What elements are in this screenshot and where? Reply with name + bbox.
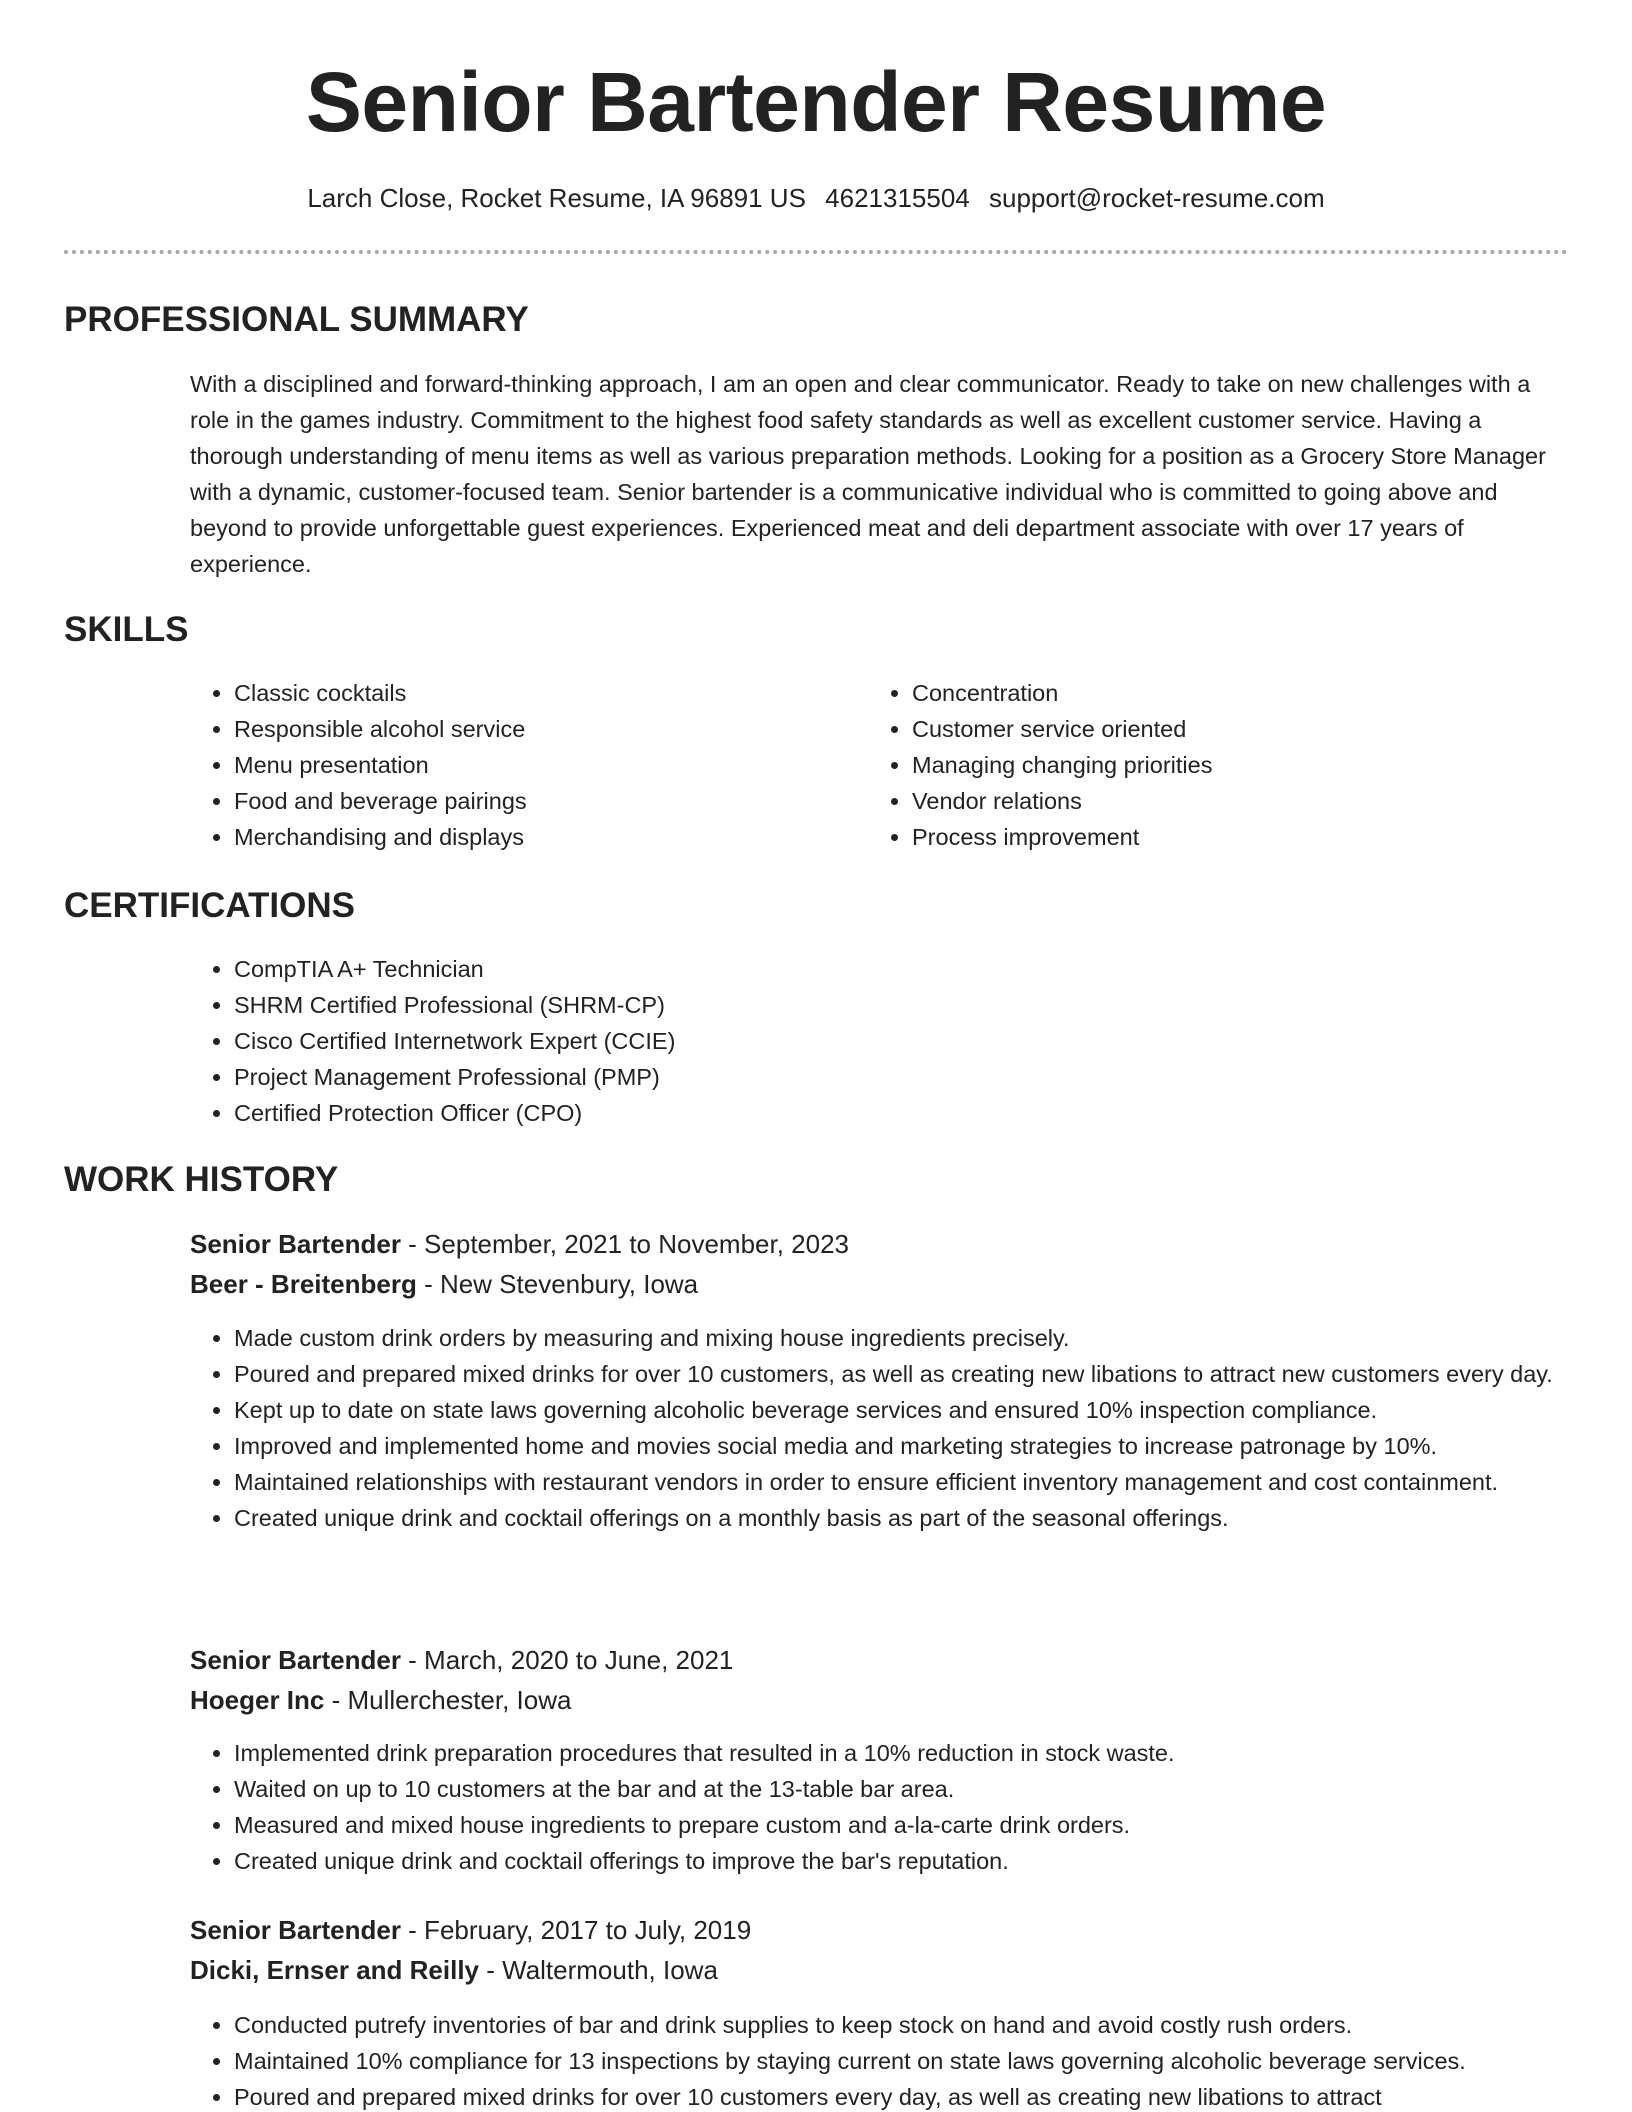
job-bullets (190, 1735, 1574, 1879)
contact-email[interactable]: support@rocket-resume.com (989, 183, 1325, 213)
job-company: Dicki, Ernser and Reilly (190, 1955, 480, 1985)
job-bullets (190, 2007, 1594, 2112)
job-dates: - February, 2017 to July, 2019 (400, 1915, 752, 1945)
job-role: Senior Bartender (190, 1645, 401, 1675)
job-company: Hoeger Inc (190, 1685, 325, 1715)
certifications-list (190, 951, 1334, 1131)
skills-list-right (868, 675, 1512, 855)
list-item: • Project Management Professional (PMP) (234, 1059, 1334, 1095)
work-history-heading: WORK HISTORY (64, 1160, 339, 1199)
job-dates: - March, 2020 to June, 2021 (400, 1645, 734, 1675)
list-item: • Concentration (912, 675, 1512, 711)
list-item: • Improved and implemented home and movies social media and marketing strategies to increase patronage by 10%. (234, 1428, 1574, 1464)
certifications-heading: CERTIFICATIONS (64, 886, 356, 925)
job-company-line (190, 1266, 698, 1302)
contact-address: Larch Close, Rocket Resume, IA 96891 US (307, 183, 806, 213)
list-item: • CompTIA A+ Technician (234, 951, 1334, 987)
job-location: - Waltermouth, Iowa (479, 1955, 718, 1985)
job-dates: - September, 2021 to November, 2023 (400, 1229, 850, 1259)
list-item: • Merchandising and displays (234, 819, 834, 855)
contact-phone: 4621315504 (825, 183, 970, 213)
list-item: • Poured and prepared mixed drinks for over 10 customers every day, as well as creating new libations to attract (234, 2079, 1594, 2112)
skills-list-left (190, 675, 834, 855)
list-item: • Customer service oriented (912, 711, 1512, 747)
job-company-line (190, 1952, 718, 1988)
job-bullets (190, 1320, 1574, 1536)
resume-title: Senior Bartender Resume (305, 55, 1327, 149)
summary-text: With a disciplined and forward-thinking approach, I am an open and clear communicator. Ready to take on new challenges with a role in the games industry. Commitment to the highest food safety standards as well as excellent customer service. Having a thorough understanding of menu items as well as various preparation methods. Looking for a position as a Grocery Store Manager with a dynamic, customer-focused team. Senior bartender is a communicative individual who is committed to going above and beyond to provide unforgettable guest experiences. Experienced meat and deli department associate with over 17 years of experience. (190, 371, 1546, 577)
summary-heading: PROFESSIONAL SUMMARY (64, 300, 529, 339)
list-item: • Implemented drink preparation procedures that resulted in a 10% reduction in stock waste. (234, 1735, 1574, 1771)
list-item: • Maintained 10% compliance for 13 inspections by staying current on state laws governing alcoholic beverage services. (234, 2043, 1594, 2079)
list-item: • Cisco Certified Internetwork Expert (CCIE) (234, 1023, 1334, 1059)
list-item: • SHRM Certified Professional (SHRM-CP) (234, 987, 1334, 1023)
list-item: • Responsible alcohol service (234, 711, 834, 747)
job-role: Senior Bartender (190, 1229, 401, 1259)
contact-line (0, 180, 1632, 216)
list-item: • Made custom drink orders by measuring and mixing house ingredients precisely. (234, 1320, 1574, 1356)
list-item: • Classic cocktails (234, 675, 834, 711)
list-item: • Vendor relations (912, 783, 1512, 819)
job-company: Beer - Breitenberg (190, 1269, 417, 1299)
list-item: • Menu presentation (234, 747, 834, 783)
job-location: - New Stevenbury, Iowa (416, 1269, 699, 1299)
job-company-line (190, 1682, 571, 1718)
skills-heading: SKILLS (64, 610, 189, 649)
list-item: • Certified Protection Officer (CPO) (234, 1095, 1334, 1131)
list-item: • Maintained relationships with restaurant vendors in order to ensure efficient inventory management and cost containment. (234, 1464, 1574, 1500)
list-item: • Poured and prepared mixed drinks for over 10 customers, as well as creating new libations to attract new customers every day. (234, 1356, 1574, 1392)
list-item: • Managing changing priorities (912, 747, 1512, 783)
list-item: • Created unique drink and cocktail offerings on a monthly basis as part of the seasonal offerings. (234, 1500, 1574, 1536)
job-title-line (190, 1642, 733, 1678)
job-location: - Mullerchester, Iowa (324, 1685, 572, 1715)
list-item: • Food and beverage pairings (234, 783, 834, 819)
list-item: • Conducted putrefy inventories of bar and drink supplies to keep stock on hand and avoid costly rush orders. (234, 2007, 1594, 2043)
list-item: • Process improvement (912, 819, 1512, 855)
list-item: • Waited on up to 10 customers at the bar and at the 13-table bar area. (234, 1771, 1574, 1807)
header-divider (64, 250, 1568, 254)
job-title-line (190, 1912, 751, 1948)
list-item: • Created unique drink and cocktail offerings to improve the bar's reputation. (234, 1843, 1574, 1879)
job-title-line (190, 1226, 849, 1262)
list-item: • Measured and mixed house ingredients to prepare custom and a-la-carte drink orders. (234, 1807, 1574, 1843)
list-item: • Kept up to date on state laws governing alcoholic beverage services and ensured 10% inspection compliance. (234, 1392, 1574, 1428)
job-role: Senior Bartender (190, 1915, 401, 1945)
